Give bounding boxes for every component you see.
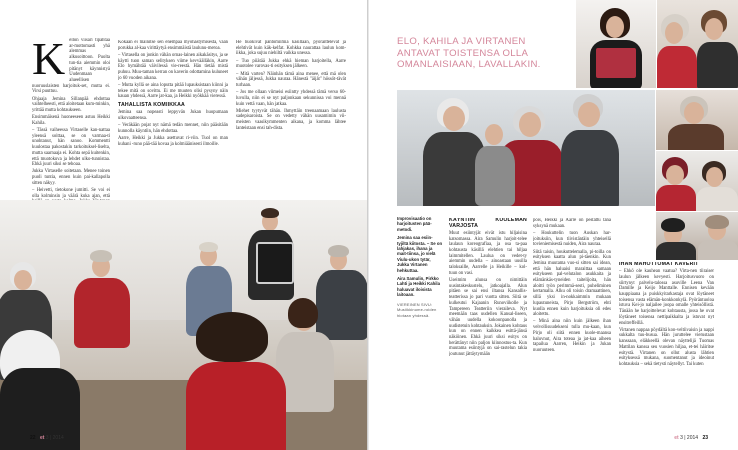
paragraph: Virtanen nappaa pöydältä kon-veltiivaisin ja nappi sukkalta tuu-busua. Hän juruttelee vierustaan kanssaan, eläkkeellä olevan näyttelijä Tuomas Mattilan kanssa seu vuosien hiljaa, et-tei häiritse esitystä. Virtanen on ollut alusta lähtien esityksessä mukana, suomentanut ja ideoinut kohtauksia – sekä tietysti näytellyt. Tai kuten [619, 327, 714, 367]
paragraph: Jukka Virtaselle soitetaan. Menee toinen puoli tuntia, ennen kuin pai-kallapolla sitten näkyy. [32, 169, 110, 186]
paragraph: ellon viisari tipahtaa ar-mottomasti yhä alemmas alkusoittoon. Puolta tun-tia aiemmin oloi pitänyt käynnistyä Uudenmaan alueellisen nuoruuslaisten harjoituk-set, mutta ei. Virsi puuttuu. [32, 38, 110, 95]
group-rehearsal-photo [0, 200, 368, 450]
women-talking-photo [656, 151, 738, 211]
pull-quote: ELO, KAHILA JA VIRTANEN ANTAVAT TOISTENSA OLLA OMANLAISIAAN, LAVALLAKIN. [397, 36, 541, 70]
accordion-player-photo [576, 0, 656, 88]
paragraph: – Heivetti, tietokone jumitti. Se voi ei olla kolminsin ja väärä kuka ajan, että [32, 188, 110, 199]
subheading: IHAN MAHOTTOMAT KAVERIT [619, 262, 699, 267]
paragraph: Miehet tyytyvät tähän. Ihmyttäin treenaamaan laulusta sadepisaroista. Se on vedetty vähän uusamimin vii-meisten vaasikymmenten aikana, ja komma lähtee lanteistaan ensi tah-dista. [236, 108, 346, 131]
drop-cap: K [32, 38, 66, 84]
right-page [369, 0, 738, 450]
right-column-3 [619, 262, 714, 426]
left-page [0, 0, 368, 450]
paragraph: He huokivat pantomiimia käsillään, pyöräittelevät ja elehtivät kuin käk-kelfat. Kohkka naurattaa laulun kom-iikka, joka sujuu niehiltä vaikka unessa. [236, 40, 346, 57]
left-column-3 [236, 40, 346, 200]
paragraph: Ensimmäisenä huoneeseen astuu Heikki Kahila. [32, 115, 110, 126]
paragraph: Ohjaaja Jemina Sillanpää ehdottaa vaihtelheesti, että aloitetaan kum-minkin, yrittää mutta kohtaukseen. [32, 96, 110, 113]
paragraph: – Virtasella on jonkin vähän ornas-lainen aikakäsitys, ja se käytti tuon saman selityksen viime kevväälläkin, Aarre Elo hymähtää väivilessä vie-reestä. Hän tietää mistä puhuu. Muu-taman kerran on kaverin odottamina kuluneet jo 60 vuoden aikana. [118, 52, 228, 81]
paragraph: – Tässä vaiheessa Virtaselle kan-nattaa yleensä soittaa, se on varmaa-ti unohtanut, hän sanoo. Kommentti kuulostaa pakostakin tarkoituksel-liselta, mutta saarnaaja ei. Kohta sepä kuitenkin, että muotokuva ja lehdet ulko-tunnistaa. Ehkä juuri siksi se tehoaa. [32, 128, 110, 168]
subheading: TAHALLISTA KOMIIKKAA [118, 102, 186, 109]
paragraph: – Minä aina niin kuin jälkeen ihan velvollisuudekseni tulla mu-kaan, kun Pirjo oli siitä ennen kuole-maansa haluvnut, Aira toteaa ja jat-kaa aiheen tapailua Aarren, Heikin ja Jukan nuoruuteen. [533, 319, 611, 353]
man-portrait-photo [656, 90, 738, 150]
paragraph: pois, Heikki ja Aarre on pestattu tänä syksynä mukaan. [533, 218, 611, 229]
paragraph: – Jos me ollaan viimeisi esiintty yhdessä tämä verso 60-luvulla, niin ei se nyt paljonkaan sekunnissa voi mennä kuin vettä vaan, hän jatkaa. [236, 90, 346, 107]
paragraph: Useimim alunsa on nimittäin uusintakeskustelu, jatkoajalla. Alun pitäen se sai ensi iltansa Kansallis-teatterissa jo pari vuotta sitten. Siitä se kulkeutui Kajaanin Runoviikolle ja Tampereen Teatteriin vieraileva. Nyt meemään taas uudellen Kansal-liseen, vähän uudella kokoonpanolla ja uudistetuin kohtauksin. Jokainen kohtaus kun on ennen kaikkea esittä-jänsä näköinen. Ehkä juuri siksi esitys on herättänyt niin paljon kiinnostus-ta. Kun muutama esiintyjä on sai-rastelun takia joutunut jättäytymään [449, 278, 527, 358]
caption-line: Jemina saa esiin-tyjiltä kiitosta. – Se on lahjakas, ihana ja mait-tiinsa, jo vielä Viulu-ukon tytär, Jukka Virtanen hehkuttaa. [397, 235, 443, 273]
paragraph: – Mitä varten? Näinhän tämä aina menee, että mä olen vähän jäljessä, Jukka nauraa. Hänestä "äijät" hössöt-tävät turhaan. [236, 71, 346, 88]
paragraph: Jemina saa nopeasti leppyvän Jukan huopumaan ulkovaatteensa. [118, 110, 228, 121]
paragraph: Kokaan ei mainitse sen enempää myöhästymisestä, vaan porukka al-kaa virittäytyä ensimmäistä laulunu-meroa. [118, 40, 228, 51]
subheading: KÄYNTIIN KUOLEMAN VARJOSTA [449, 218, 527, 229]
hands-rehearsal-photo [656, 212, 738, 260]
right-column-2 [533, 218, 611, 426]
accordion-icon [256, 242, 294, 284]
paragraph: – Tuo piiätää Jukka ehkä hieman harjoitella, Aarre muotolee varovas-ti esityksen jälkeen. [236, 58, 346, 70]
paragraph: – Veräkään pojat nyt nämä tedän mennet, niin pääsitään kunnolla käyntiin, hän ehdottaa. [118, 123, 228, 134]
couple-photo [657, 0, 738, 88]
right-column-1 [449, 218, 527, 426]
page-number-left: 22 et 3 | 2014 [30, 435, 64, 441]
paragraph: Muut esiintyjät eivät istu hiljaisina katsomassa. Aira Samulin harjoit-telee laulaun koreografiaa, ja osa ta-paa kohtausta käsillä elehtien tai hiljaa laimmitellen. Laulua on vedet-ty aiemmin uudella – ainoastaan uusilla taloksaille, Aarrelle ja Heikille – kol-tuun on vasi. [449, 230, 527, 276]
paragraph: – Ehkö ole kauhean vaatua? Virta-nen tiiraiser laulun jälkeen kevyesti. Harjoitusvuoro on siirtynyt palvelu-talossa asuville Leena Van Damille ja Keijo Manttalle. Ennisen kevään kauppiaana ja puiskkyitarkastaja ovat löytäneet toisensa vasta elämän-konkkonkylä. Pyöräntuoloa istuva Kei-jo naljailee joopa omalle yhteisöllistä. Tänään he harjoittelevat kohtausta, jossa he ovat löytäneet toisensa nettipaikkalta ja istuvat nyt ensitreffeillä. [619, 269, 714, 326]
page-number-right: et 3 | 2014 23 [674, 435, 708, 441]
left-column-2 [118, 40, 228, 198]
paragraph: Aarre, Heikki ja Jukka asettuvat ri-viin. Tuol on man kuhani -runo pää-tää kovaa ja kolmiäänisesti ilmoille. [118, 136, 228, 147]
caption-line: Aira Samulin, Pirkko Lahti ja Heikki Kahila haluavat iloisista laitoaan. [397, 276, 440, 298]
paragraph: Siitä taisin, houkuttelemalla, pi-toilla on esityksen kaatta alun pi-täenkin. Kun Jemina muutama vuo-si sitten sai idean, että hän haluaisi maraittaa samaan esitykseen pal-velutalon asukkaita ja elämänkäs-tyneiden taitelijoita, hän aloitti työn perimmä-sesti, puheliminen kertamalla. Alku oli toisin dramaattinen, sillä yksi in-nokkaimmin mukaan lupautuneista, Pirjo Bergström, ehti kuolla ennen kuin harjoituksia oli edes aloitettu. [533, 249, 611, 318]
caption-credit: VIEREINEN SIVU: Musiikkinume-roiden hiotaan yhdessä. [397, 301, 437, 318]
elders-rehearsal-photo [397, 90, 655, 206]
caption-line: Improvisaatio on harjoitusten pää-metodi. [397, 216, 432, 232]
paragraph: – Mutta kyllä se aina loputta pitää lupauksistaan kiinni ja tekee mitä on sovittu. Ei me muuten olisi pysyny näin kauan yhdessä, Aarre jat-kaa, ja Heikki nyökkää vieressä. [118, 82, 228, 100]
photo-caption [397, 216, 443, 416]
paragraph: – Houkuttelin tuon Auskan har-joituksiin, kun tiivistäntäin yhteisellä tovieniemisestä nuiden, Aira nauraa. [533, 230, 611, 248]
